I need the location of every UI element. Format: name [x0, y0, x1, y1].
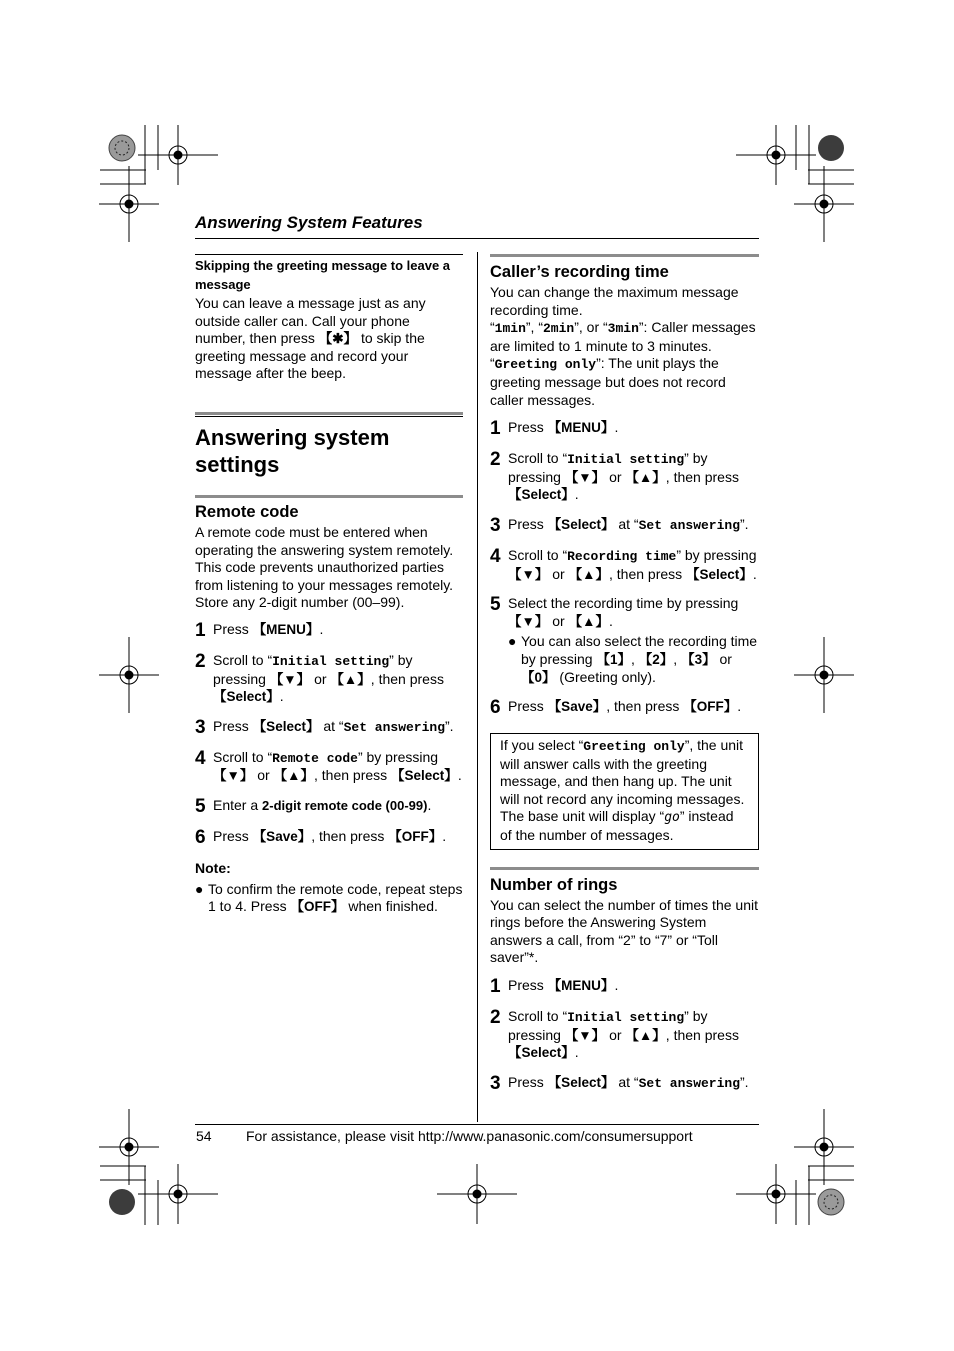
rec-step-1: 1 Press 【MENU】.: [490, 418, 619, 440]
footer-rule: [195, 1124, 759, 1125]
rings-step-1: 1 Press 【MENU】.: [490, 976, 619, 998]
running-header-title: Answering System Features: [195, 213, 423, 232]
remote-step-2: 2 Scroll to “Initial setting” by pressing 【▼】 or 【▲】, then press 【Select】.: [195, 650, 444, 705]
rings-rule: [490, 867, 759, 870]
rec-step-3: 3 Press 【Select】 at “Set answering”.: [490, 514, 749, 536]
rec-step-2: 2 Scroll to “Initial setting” by pressing 【▼】 or 【▲】, then press 【Select】.: [490, 449, 739, 503]
recording-option-2: “Greeting only”: The unit plays the greeting message but does not record caller messages.: [490, 355, 726, 408]
recording-option-1: “1min”, “2min”, or “3min”: Caller messages are limited to 1 minute to 3 minutes.: [490, 319, 756, 354]
display-go-glyph: go: [664, 810, 680, 826]
remote-step-4: 4 Scroll to “Remote code” by pressing 【▼】 or 【▲】, then press 【Select】.: [195, 747, 462, 784]
recording-time-intro: You can change the maximum message recording time.: [490, 284, 739, 318]
right-column: [490, 254, 759, 1093]
rec-step-6: 6 Press 【Save】, then press 【OFF】.: [490, 697, 742, 719]
rings-body: You can select the number of times the unit rings before the Answering System answers a call, from “2” to “7” or “Toll saver”*.: [490, 896, 758, 966]
rec-step-4: 4 Scroll to “Recording time” by pressing 【▼】 or 【▲】, then press 【Select】.: [490, 545, 757, 582]
remote-step-5: 5 Enter a 2-digit remote code (00-99).: [195, 795, 432, 817]
rings-title: Number of rings: [490, 875, 618, 894]
remote-step-1: 1 Press 【MENU】.: [195, 619, 324, 641]
section-rule: [195, 412, 463, 415]
remote-code-title: Remote code: [195, 502, 299, 521]
section-title: Answering system settings: [195, 424, 390, 477]
note-bullet: ● To confirm the remote code, repeat steps 1 to 4. Press 【OFF】 when finished.: [195, 880, 463, 915]
recording-time-title: Caller’s recording time: [490, 263, 669, 281]
column-divider: [477, 252, 478, 1122]
page-number: 54: [196, 1128, 212, 1144]
recording-time-rule: [490, 254, 759, 257]
rec-step-5: 5 Select the recording time by pressing 【▼】 or 【▲】. ● You can also select the recording time by pressing 【1】, 【2】, 【3】 or 【0】 (Greeting only).: [490, 594, 758, 685]
greeting-only-note-box: If you select “Greeting only”, the unit will answer calls with the greeting message, and then hang up. The unit will not record any incoming messages. The base unit will display “go” instead of the number of messages.: [490, 733, 759, 850]
skip-greeting-title: Skipping the greeting message to leave a message: [195, 258, 451, 292]
star-key: 【✱】: [318, 331, 358, 347]
left-column: [195, 254, 463, 916]
footer-assistance-text: For assistance, please visit http://www.panasonic.com/consumersupport: [246, 1128, 693, 1144]
rec-step-5-bullet: ● You can also select the recording time by pressing 【1】, 【2】, 【3】 or 【0】 (Greeting only).: [508, 633, 758, 685]
skip-greeting-body: You can leave a message just as any outside caller can. Call your phone number, then press 【✱】 to skip the greeting message and record your message after the beep.: [195, 295, 426, 382]
remote-step-6: 6 Press 【Save】, then press 【OFF】.: [195, 826, 447, 848]
section-rule-thin: [195, 416, 463, 417]
remote-code-rule: [195, 495, 463, 498]
remote-code-body: A remote code must be entered when operating the answering system remotely. This code prevents unauthorized parties from listening to your messages remotely. Store any 2-digit number (00–99).: [195, 523, 454, 611]
header-rule: [195, 238, 759, 239]
rings-step-3: 3 Press 【Select】 at “Set answering”.: [490, 1072, 749, 1094]
subsection-rule: [195, 254, 463, 255]
rings-step-2: 2 Scroll to “Initial setting” by pressing 【▼】 or 【▲】, then press 【Select】.: [490, 1007, 739, 1061]
note-title: Note:: [195, 859, 231, 876]
remote-step-3: 3 Press 【Select】 at “Set answering”.: [195, 716, 454, 738]
